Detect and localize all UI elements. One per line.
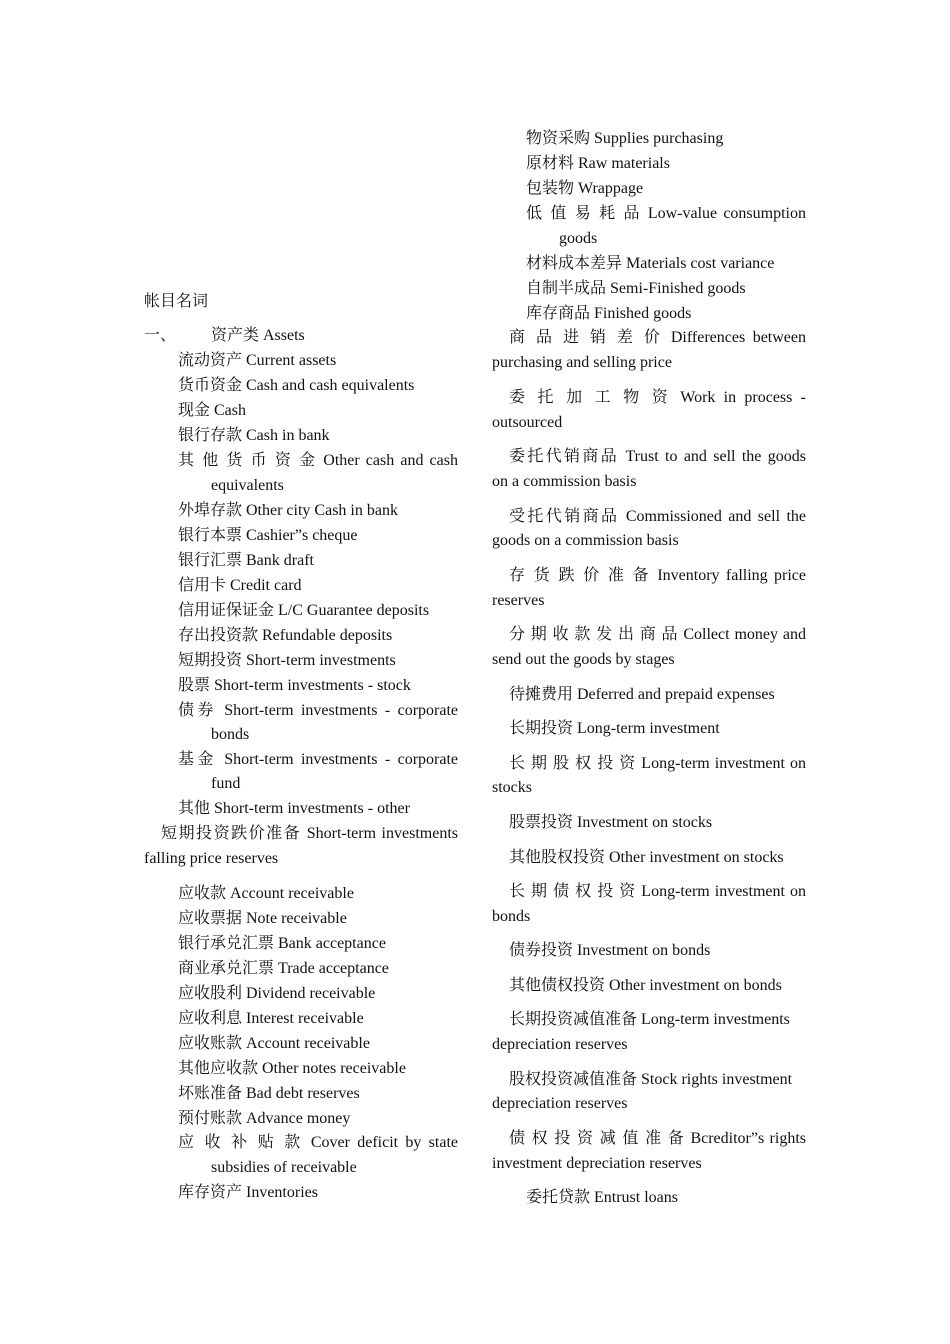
left-entry-line: 应收款 Account receivable: [178, 885, 354, 902]
left-entry-line: 货币资金 Cash and cash equivalents: [178, 377, 415, 394]
left-entry-line: 库存资产 Inventories: [178, 1184, 318, 1201]
left-entry-line: 其 他 货 币 资 金 Other cash and cash: [178, 452, 458, 469]
left-entry-line: 存出投资款 Refundable deposits: [178, 627, 393, 644]
right-entry-line: 材料成本差异 Materials cost variance: [526, 255, 775, 272]
left-entry-line: equivalents: [211, 477, 284, 494]
right-entry-line: 长期投资 Long-term investment: [509, 720, 720, 737]
left-entry-line: 坏账准备 Bad debt reserves: [178, 1085, 360, 1102]
left-entry-line: 现金 Cash: [178, 402, 247, 419]
left-entry-line: 信用卡 Credit card: [178, 577, 302, 594]
left-entry-line: fund: [211, 775, 241, 792]
right-entry-line: purchasing and selling price: [492, 354, 672, 371]
left-entry-line: 其他 Short-term investments - other: [178, 800, 410, 817]
left-entry-line: 信用证保证金 L/C Guarantee deposits: [178, 602, 430, 619]
right-entry-line: 包装物 Wrappage: [526, 180, 644, 197]
right-entry-line: 低 值 易 耗 品 Low-value consumption: [526, 205, 806, 222]
right-entry-line: outsourced: [492, 414, 563, 431]
right-entry-line: 长 期 债 权 投 资 Long-term investment on: [509, 883, 806, 900]
left-entry-line: 银行本票 Cashier”s cheque: [178, 527, 358, 544]
right-entry-line: 其他股权投资 Other investment on stocks: [509, 849, 784, 866]
right-entry-line: 债 权 投 资 减 值 准 备 Bcreditor”s rights: [509, 1130, 806, 1147]
right-entry-line: 委托贷款 Entrust loans: [526, 1189, 678, 1206]
right-entry-line: 原材料 Raw materials: [526, 155, 670, 172]
right-entry-line: goods on a commission basis: [492, 532, 679, 549]
right-entry-line: investment depreciation reserves: [492, 1155, 702, 1172]
left-entry-line: 流动资产 Current assets: [178, 352, 337, 369]
right-entry-line: 物资采购 Supplies purchasing: [526, 130, 724, 147]
left-entry-line: 债券 Short-term investments - corporate: [178, 702, 458, 719]
right-entry-line: 委 托 加 工 物 资 Work in process -: [509, 389, 806, 406]
right-entry-line: 库存商品 Finished goods: [526, 305, 692, 322]
left-entry-line: subsidies of receivable: [211, 1159, 357, 1176]
left-entry-line: 股票 Short-term investments - stock: [178, 677, 411, 694]
category-label: 资产类 Assets: [211, 327, 305, 344]
left-entry-line: 银行汇票 Bank draft: [178, 552, 314, 569]
right-entry-line: on a commission basis: [492, 473, 637, 490]
right-entry-line: 长期投资减值准备 Long-term investments: [509, 1011, 790, 1028]
right-entry-line: bonds: [492, 908, 531, 925]
left-entry-line: 应收利息 Interest receivable: [178, 1010, 364, 1027]
right-entry-line: 存 货 跌 价 准 备 Inventory falling price: [509, 567, 806, 584]
left-entry-line: 应收账款 Account receivable: [178, 1035, 370, 1052]
left-entry-line: 商业承兑汇票 Trade acceptance: [178, 960, 389, 977]
right-entry-line: 商 品 进 销 差 价 Differences between: [509, 329, 806, 346]
right-entry-line: 受托代销商品 Commissioned and sell the: [509, 508, 806, 525]
right-entry-line: 股权投资减值准备 Stock rights investment: [509, 1071, 793, 1088]
right-entry-line: 股票投资 Investment on stocks: [509, 814, 713, 831]
left-entry-line: 外埠存款 Other city Cash in bank: [178, 502, 398, 519]
left-entry-line: 预付账款 Advance money: [178, 1110, 351, 1127]
right-entry-line: 分 期 收 款 发 出 商 品 Collect money and: [509, 626, 806, 643]
left-entry-line: 应收股利 Dividend receivable: [178, 985, 376, 1002]
left-entry-line: 银行承兑汇票 Bank acceptance: [178, 935, 386, 952]
left-entry-line: 短期投资 Short-term investments: [178, 652, 396, 669]
right-entry-line: stocks: [492, 779, 532, 796]
left-entry-line: 应 收 补 贴 款 Cover deficit by state: [178, 1134, 458, 1151]
right-entry-line: 长 期 股 权 投 资 Long-term investment on: [509, 755, 806, 772]
left-entry-line: 基金 Short-term investments - corporate: [178, 751, 458, 768]
category-number: 一、: [144, 327, 177, 344]
right-entry-line: depreciation reserves: [492, 1095, 628, 1112]
right-entry-line: 委托代销商品 Trust to and sell the goods: [509, 448, 806, 465]
right-entry-line: 其他债权投资 Other investment on bonds: [509, 977, 782, 994]
right-entry-line: send out the goods by stages: [492, 651, 675, 668]
left-entry-line: 短期投资跌价准备 Short-term investments: [161, 825, 458, 842]
right-entry-line: 待摊费用 Deferred and prepaid expenses: [509, 686, 775, 703]
left-entry-line: 应收票据 Note receivable: [178, 910, 347, 927]
left-entry-line: falling price reserves: [144, 850, 279, 867]
left-entry-line: 银行存款 Cash in bank: [178, 427, 330, 444]
left-entry-line: 其他应收款 Other notes receivable: [178, 1060, 406, 1077]
right-entry-line: reserves: [492, 592, 545, 609]
right-entry-line: 自制半成品 Semi-Finished goods: [526, 280, 746, 297]
section-heading: 帐目名词: [144, 293, 209, 310]
right-entry-line: depreciation reserves: [492, 1036, 628, 1053]
right-entry-line: goods: [559, 230, 598, 247]
right-entry-line: 债券投资 Investment on bonds: [509, 942, 711, 959]
left-entry-line: bonds: [211, 726, 250, 743]
